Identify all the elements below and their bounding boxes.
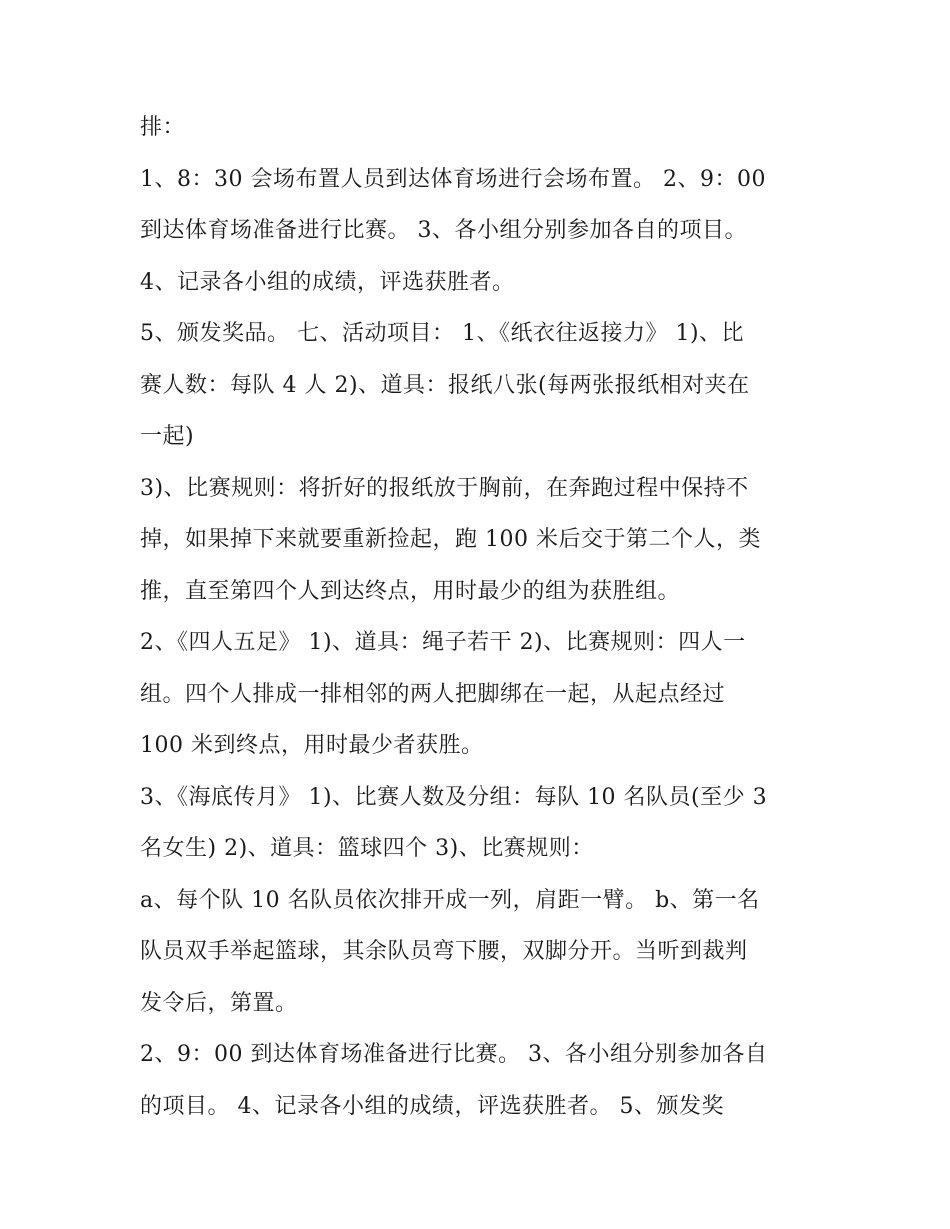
text-line-8: 3)、比赛规则：将折好的报纸放于胸前，在奔跑过程中保持不: [140, 476, 749, 501]
text-line-19: 2、9：00 到达体育场准备进行比赛。 3、各小组分别参加各自: [140, 1042, 768, 1067]
text-line-2: 1、8：30 会场布置人员到达体育场进行会场布置。 2、9：00: [140, 167, 766, 192]
text-line-9: 掉，如果掉下来就要重新捡起，跑 100 米后交于第二个人，类: [140, 527, 761, 552]
text-line-3: 到达体育场准备进行比赛。 3、各小组分别参加各自的项目。: [140, 218, 747, 243]
text-line-7: 一起): [140, 424, 195, 449]
text-line-4: 4、记录各小组的成绩，评选获胜者。: [140, 270, 515, 295]
text-line-5: 5、颁发奖品。 七、活动项目： 1、《纸衣往返接力》 1)、比: [140, 321, 745, 346]
text-line-1: 排：: [140, 115, 186, 140]
text-line-18: 发令后，第置。: [140, 991, 298, 1016]
text-line-16: a、每个队 10 名队员依次排开成一列，肩距一臂。 b、第一名: [140, 888, 760, 913]
text-line-17: 队员双手举起篮球，其余队员弯下腰，双脚分开。当听到裁判: [140, 939, 748, 964]
text-line-13: 100 米到终点，用时最少者获胜。: [140, 733, 484, 758]
text-line-6: 赛人数：每队 4 人 2)、道具：报纸八张(每两张报纸相对夹在: [140, 373, 750, 398]
text-line-12: 组。四个人排成一排相邻的两人把脚绑在一起，从起点经过: [140, 682, 726, 707]
text-line-14: 3、《海底传月》 1)、比赛人数及分组：每队 10 名队员(至少 3: [140, 785, 768, 810]
text-line-20: 的项目。 4、记录各小组的成绩，评选获胜者。 5、颁发奖: [140, 1094, 724, 1119]
text-line-10: 推，直至第四个人到达终点，用时最少的组为获胜组。: [140, 579, 681, 604]
text-line-15: 名女生) 2)、道具：篮球四个 3)、比赛规则：: [140, 836, 594, 861]
text-line-11: 2、《四人五足》 1)、道具：绳子若干 2)、比赛规则：四人一: [140, 630, 746, 655]
